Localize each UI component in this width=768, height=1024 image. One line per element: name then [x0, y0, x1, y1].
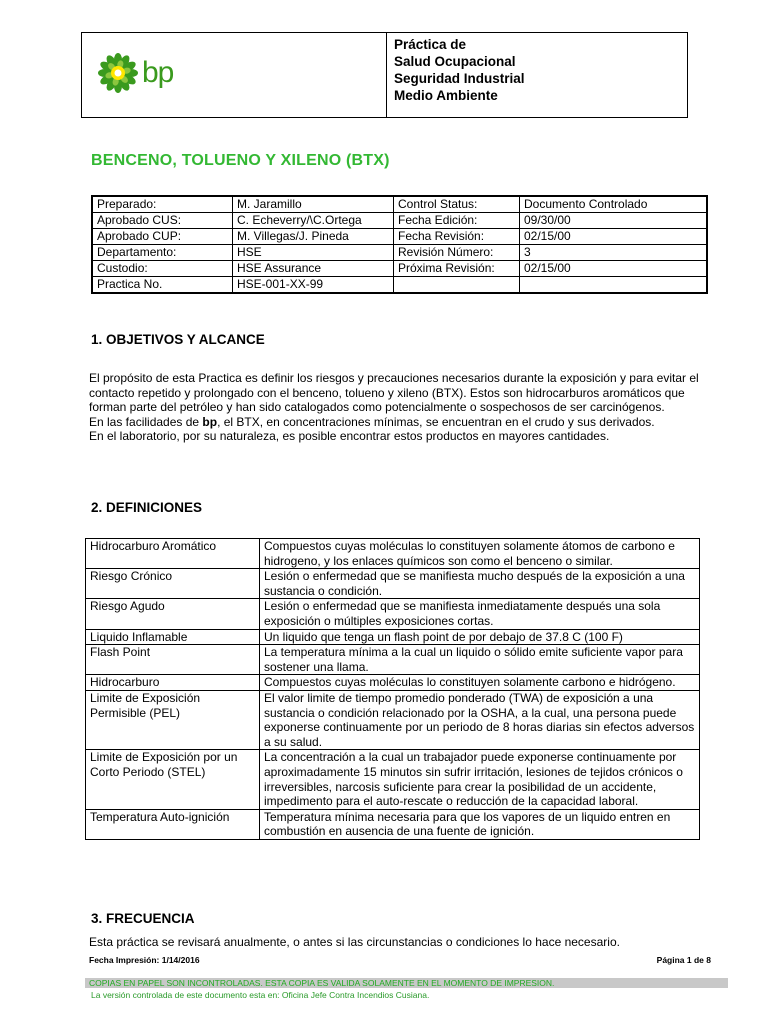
- definition-text: Compuestos cuyas moléculas lo constituyen solamente carbono e hidrógeno.: [260, 675, 700, 691]
- paragraph: En el laboratorio, por su naturaleza, es posible encontrar estos productos en mayores cantidades.: [89, 429, 610, 444]
- table-cell: 02/15/00: [520, 229, 708, 245]
- definition-term: Limite de Exposición por un Corto Periodo (STEL): [86, 750, 260, 809]
- table-row: [92, 245, 707, 261]
- table-row: [92, 229, 707, 245]
- section-body-frecuencia: Esta práctica se revisará anualmente, o antes si las circunstancias o condiciones lo hace necesario.: [89, 935, 620, 949]
- table-cell: Departamento:: [92, 245, 233, 261]
- table-cell: HSE-001-XX-99: [233, 277, 394, 294]
- section-heading-definiciones: 2. DEFINICIONES: [91, 500, 203, 515]
- definition-text: La temperatura mínima a la cual un liquido o sólido emite suficiente vapor para sostener una llama.: [260, 645, 700, 675]
- table-row: [86, 675, 700, 691]
- table-row: [92, 277, 707, 294]
- table-cell: Fecha Edición:: [394, 213, 520, 229]
- definition-text: Lesión o enfermedad que se manifiesta mucho después de la exposición a una sustancia o condición.: [260, 569, 700, 599]
- section-body-objetivos: [89, 371, 709, 444]
- header-box: [81, 32, 688, 118]
- section-heading-objetivos: 1. OBJETIVOS Y ALCANCE: [91, 332, 265, 347]
- logo-text: bp: [142, 56, 174, 89]
- header-title: [387, 33, 687, 117]
- definition-text: Un liquido que tenga un flash point de por debajo de 37.8 C (100 F): [260, 629, 700, 645]
- definition-term: Hidrocarburo: [86, 675, 260, 691]
- definition-text: El valor limite de tiempo promedio ponderado (TWA) de exposición a una sustancia o condición relacionado por la OSHA, a la cual, una persona puede exponerse continuamente por un periodo de 8 horas diarias sin efectos adversos a su salud.: [260, 690, 700, 749]
- table-cell: Fecha Revisión:: [394, 229, 520, 245]
- header-title-line: Salud Ocupacional: [394, 54, 516, 69]
- table-cell: HSE Assurance: [233, 261, 394, 277]
- definition-text: Temperatura mínima necesaria para que los vapores de un liquido entren en combustión en ausencia de una fuente de ignición.: [260, 809, 700, 839]
- bp-helios-icon: [98, 53, 138, 93]
- table-row: [86, 645, 700, 675]
- table-row: [92, 261, 707, 277]
- table-row: [86, 690, 700, 749]
- table-row: [92, 196, 707, 213]
- table-cell: Preparado:: [92, 196, 233, 213]
- table-cell: [394, 277, 520, 294]
- table-cell: Documento Controlado: [520, 196, 708, 213]
- text-span: , el BTX, en concentraciones mínimas, se encuentran en el crudo y sus derivados.: [217, 414, 655, 429]
- definition-term: Riesgo Crónico: [86, 569, 260, 599]
- document-title: BENCENO, TOLUENO Y XILENO (BTX): [91, 152, 390, 169]
- section-heading-frecuencia: 3. FRECUENCIA: [91, 911, 195, 926]
- table-cell: Revisión Número:: [394, 245, 520, 261]
- table-cell: Control Status:: [394, 196, 520, 213]
- table-row: [86, 629, 700, 645]
- table-cell: Próxima Revisión:: [394, 261, 520, 277]
- document-info-table: [91, 195, 708, 294]
- definition-term: Flash Point: [86, 645, 260, 675]
- bold-text: bp: [202, 414, 218, 429]
- logo-cell: [82, 33, 387, 117]
- definition-term: Riesgo Agudo: [86, 599, 260, 629]
- definition-term: Hidrocarburo Aromático: [86, 539, 260, 569]
- table-row: [92, 213, 707, 229]
- header-title-line: Medio Ambiente: [394, 88, 498, 103]
- table-row: [86, 809, 700, 839]
- definition-text: Lesión o enfermedad que se manifiesta inmediatamente después una sola exposición o múltiples exposiciones cortas.: [260, 599, 700, 629]
- definition-term: Liquido Inflamable: [86, 629, 260, 645]
- paragraph: [89, 415, 709, 430]
- table-row: [86, 569, 700, 599]
- copy-notice: COPIAS EN PAPEL SON INCONTROLADAS. ESTA COPIA ES VALIDA SOLAMENTE EN EL MOMENTO DE IMPRESION.: [85, 978, 728, 988]
- table-row: [86, 750, 700, 809]
- text-span: En las facilidades de: [89, 414, 203, 429]
- footer-print-info: [89, 955, 711, 965]
- table-cell: M. Villegas/J. Pineda: [233, 229, 394, 245]
- header-title-line: Seguridad Industrial: [394, 71, 525, 86]
- table-cell: 3: [520, 245, 708, 261]
- table-cell: Aprobado CUS:: [92, 213, 233, 229]
- table-cell: Practica No.: [92, 277, 233, 294]
- table-cell: 09/30/00: [520, 213, 708, 229]
- table-row: [86, 539, 700, 569]
- definition-term: Limite de Exposición Permisible (PEL): [86, 690, 260, 749]
- definition-text: La concentración a la cual un trabajador puede exponerse continuamente por aproximadamente 15 minutos sin sufrir irritación, lesiones de tejidos crónicos o irreversibles, narcosis suficiente para crear la posibilidad de un accidente, impedimento para el auto-rescate o reducción de la capacidad laboral.: [260, 750, 700, 809]
- table-cell: 02/15/00: [520, 261, 708, 277]
- table-cell: Aprobado CUP:: [92, 229, 233, 245]
- table-cell: [520, 277, 708, 294]
- controlled-version-note: La versión controlada de este documento esta en: Oficina Jefe Contra Incendios Cusiana.: [91, 990, 430, 1000]
- table-cell: C. Echeverry/\C.Ortega: [233, 213, 394, 229]
- header-title-line: Práctica de: [394, 37, 467, 52]
- paragraph: El propósito de esta Practica es definir los riesgos y precauciones necesarios durante la exposición y para evitar el contacto repetido y prolongado con el benceno, tolueno y xileno (BTX). Estos son hidrocarburos aromáticos que forman parte del petróleo y han sido catalogados como potencialmente o sospechosos de ser carcinógenos.: [89, 371, 699, 415]
- table-cell: M. Jaramillo: [233, 196, 394, 213]
- table-cell: HSE: [233, 245, 394, 261]
- definition-term: Temperatura Auto-ignición: [86, 809, 260, 839]
- print-date: Fecha Impresión: 1/14/2016: [89, 955, 200, 965]
- table-row: [86, 599, 700, 629]
- bp-logo: [98, 53, 173, 93]
- page-number: Página 1 de 8: [656, 955, 711, 965]
- definitions-table: [85, 538, 700, 840]
- definition-text: Compuestos cuyas moléculas lo constituyen solamente átomos de carbono e hidrogeno, y los enlaces químicos son como el benceno o similar.: [260, 539, 700, 569]
- table-cell: Custodio:: [92, 261, 233, 277]
